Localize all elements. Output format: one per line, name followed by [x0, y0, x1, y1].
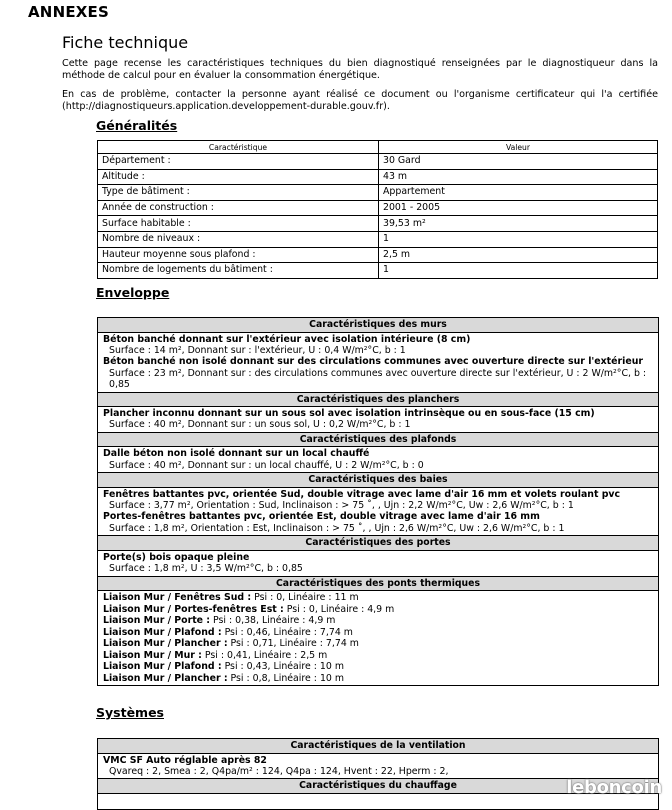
table-row — [98, 263, 658, 279]
item-title: Portes-fenêtres battantes pvc, orientée Est, double vitrage avec lame d'air 16 mm — [103, 511, 540, 523]
pont-value: Psi : 0,71, Linéaire : 7,74 m — [227, 638, 359, 650]
pont-label: Liaison Mur / Plancher : — [103, 638, 228, 650]
pont-line — [103, 592, 654, 604]
row-label: Année de construction : — [98, 200, 379, 216]
column-header: Caractéristique — [98, 141, 379, 154]
row-value: 43 m — [379, 169, 658, 185]
enveloppe-table — [97, 317, 659, 686]
item-title: Béton banché non isolé donnant sur des circulations communes avec ouverture directe sur l'extérieur — [103, 356, 644, 368]
pont-value: Psi : 0, Linéaire : 11 m — [251, 592, 359, 604]
row-label: Nombre de niveaux : — [98, 231, 379, 247]
annexes-heading: ANNEXES — [28, 3, 109, 21]
contact-paragraph: En cas de problème, contacter la personne ayant réalisé ce document ou l'organisme certificateur qui l'a certifiée (http://diagnostiqueurs.application.developpement-durable.gouv.fr). — [62, 89, 658, 112]
row-value: 2,5 m — [379, 247, 658, 263]
item-detail: Surface : 40 m², Donnant sur : un local chauffé, U : 2 W/m²°C, b : 0 — [109, 459, 424, 471]
pont-value: Psi : 0,46, Linéaire : 7,74 m — [221, 626, 353, 638]
generalites-heading: Généralités — [96, 118, 178, 133]
enveloppe-heading: Enveloppe — [96, 285, 170, 300]
row-value: 2001 - 2005 — [379, 200, 658, 216]
pont-line — [103, 650, 654, 662]
section-header-ventilation: Caractéristiques de la ventilation — [98, 739, 658, 754]
pont-label: Liaison Mur / Portes-fenêtres Est : — [103, 603, 284, 615]
item-title: Fenêtres battantes pvc, orientée Sud, double vitrage avec lame d'air 16 mm et volets roulant pvc — [103, 488, 621, 500]
section-body-plafonds — [98, 447, 658, 472]
item-title: Béton banché donnant sur l'extérieur avec isolation intérieure (8 cm) — [103, 333, 471, 345]
row-label: Hauteur moyenne sous plafond : — [98, 247, 379, 263]
item-detail: Surface : 3,77 m², Orientation : Sud, Inclinaison : > 75 ˚, , Ujn : 2,2 W/m²°C, Uw : 2,6 W/m²°C, b : 1 — [109, 500, 574, 512]
section-body-ponts — [98, 591, 658, 685]
item-detail: Surface : 1,8 m², Orientation : Est, Inclinaison : > 75 ˚, , Ujn : 2,6 W/m²°C, Uw : 2,6 W/m²°C, b : 1 — [109, 522, 565, 534]
section-header-portes: Caractéristiques des portes — [98, 535, 658, 551]
pont-line — [103, 673, 654, 685]
row-value: 1 — [379, 263, 658, 279]
item-detail: Qvareq : 2, Smea : 2, Q4pa/m² : 124, Q4pa : 124, Hvent : 22, Hperm : 2, — [109, 765, 449, 777]
section-body-planchers — [98, 407, 658, 432]
pont-label: Liaison Mur / Mur : — [103, 649, 202, 661]
section-body-portes — [98, 551, 658, 576]
pont-value: Psi : 0, Linéaire : 4,9 m — [283, 603, 395, 615]
section-body-ventilation — [98, 754, 658, 779]
table-row — [98, 185, 658, 201]
row-value: 39,53 m² — [379, 216, 658, 232]
pont-label: Liaison Mur / Plafond : — [103, 661, 222, 673]
pont-label: Liaison Mur / Plancher : — [103, 672, 228, 684]
item-detail: Surface : 40 m², Donnant sur : un sous sol, U : 0,2 W/m²°C, b : 1 — [109, 419, 411, 431]
table-row — [98, 169, 658, 185]
table-row — [98, 154, 658, 170]
pont-line — [103, 638, 654, 650]
table-row — [98, 216, 658, 232]
table-row — [98, 200, 658, 216]
section-header-ponts: Caractéristiques des ponts thermiques — [98, 576, 658, 592]
systemes-heading: Systèmes — [96, 705, 164, 720]
pont-value: Psi : 0,41, Linéaire : 2,5 m — [201, 649, 328, 661]
item-title: VMC SF Auto réglable après 82 — [103, 754, 267, 766]
row-label: Type de bâtiment : — [98, 185, 379, 201]
section-header-murs: Caractéristiques des murs — [98, 318, 658, 333]
section-header-chauffage: Caractéristiques du chauffage — [98, 778, 658, 794]
section-body-baies — [98, 488, 658, 536]
row-label: Altitude : — [98, 169, 379, 185]
item-title: Dalle béton non isolé donnant sur un local chauffé — [103, 448, 370, 460]
item-detail: Surface : 14 m², Donnant sur : l'extérieur, U : 0,4 W/m²°C, b : 1 — [109, 344, 406, 356]
column-header: Valeur — [379, 141, 658, 154]
section-body-murs — [98, 333, 658, 392]
intro-paragraph: Cette page recense les caractéristiques techniques du bien diagnostiqué renseignées par le diagnostiqueur dans la méthode de calcul pour en évaluer la consommation énergétique. — [62, 58, 658, 81]
row-label: Département : — [98, 154, 379, 170]
row-value: 1 — [379, 231, 658, 247]
pont-label: Liaison Mur / Porte : — [103, 615, 211, 627]
table-header-row — [98, 141, 658, 154]
row-value: Appartement — [379, 185, 658, 201]
row-label: Nombre de logements du bâtiment : — [98, 263, 379, 279]
pont-line — [103, 627, 654, 639]
item-title: Porte(s) bois opaque pleine — [103, 551, 250, 563]
item-title: Plancher inconnu donnant sur un sous sol avec isolation intrinsèque ou en sous-face (15 cm) — [103, 408, 595, 420]
row-label: Surface habitable : — [98, 216, 379, 232]
leboncoin-watermark: leboncoin — [566, 777, 662, 798]
item-detail: Surface : 1,8 m², U : 3,5 W/m²°C, b : 0,85 — [109, 563, 303, 575]
pont-value: Psi : 0,38, Linéaire : 4,9 m — [210, 615, 336, 627]
section-header-baies: Caractéristiques des baies — [98, 472, 658, 488]
systemes-table — [97, 738, 659, 810]
table-row — [98, 231, 658, 247]
generalites-table — [97, 140, 658, 279]
pont-label: Liaison Mur / Fenêtres Sud : — [103, 592, 252, 604]
pont-line — [103, 615, 654, 627]
section-header-planchers: Caractéristiques des planchers — [98, 392, 658, 408]
pont-line — [103, 604, 654, 616]
page-title: Fiche technique — [62, 33, 189, 52]
pont-value: Psi : 0,8, Linéaire : 10 m — [227, 672, 344, 684]
row-value: 30 Gard — [379, 154, 658, 170]
table-row — [98, 247, 658, 263]
section-header-plafonds: Caractéristiques des plafonds — [98, 432, 658, 448]
pont-value: Psi : 0,43, Linéaire : 10 m — [221, 661, 344, 673]
pont-line — [103, 661, 654, 673]
pont-label: Liaison Mur / Plafond : — [103, 626, 222, 638]
item-detail: Surface : 23 m², Donnant sur : des circulations communes avec ouverture directe sur l'extérieur, U : 2 W/m²°C, b : 0,85 — [109, 367, 647, 391]
